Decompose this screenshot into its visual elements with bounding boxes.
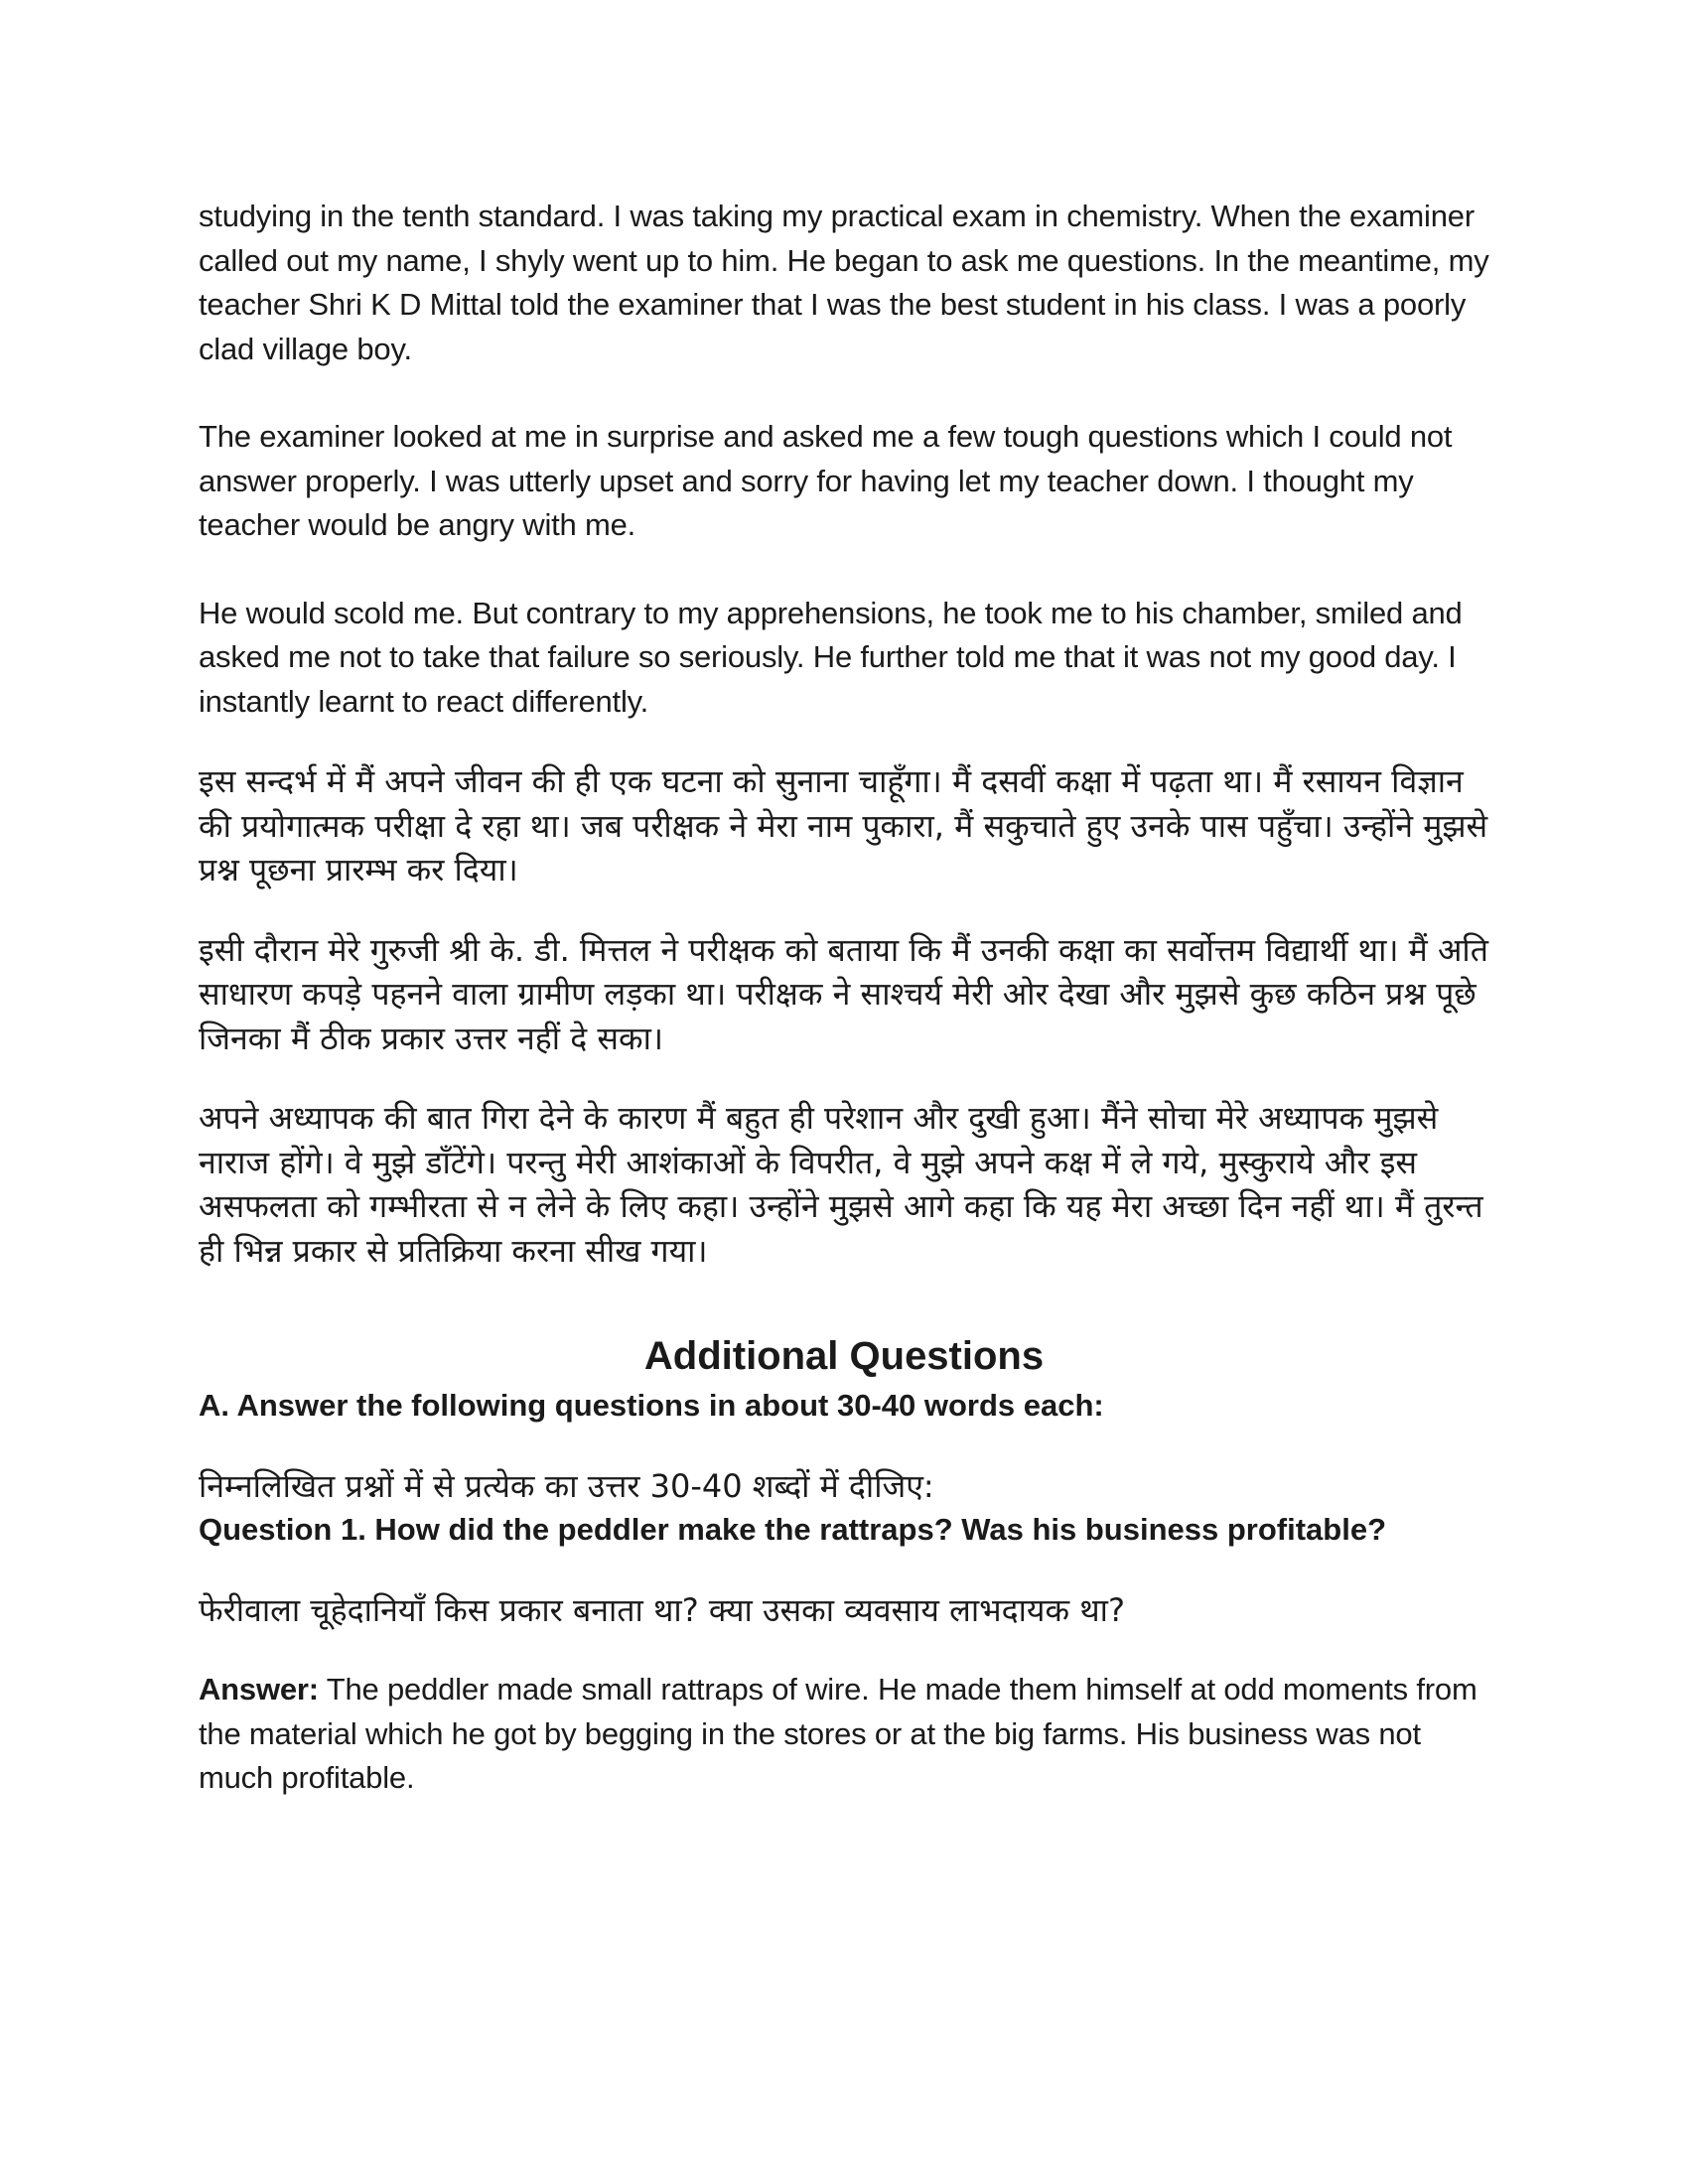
english-paragraph-2: The examiner looked at me in surprise and asked me a few tough questions which I could not answer properly. I was utterly upset and sorry for having let my teacher down. I thought my teacher would be angry with me. [199, 419, 1453, 542]
answer-label: Answer: [199, 1672, 319, 1706]
additional-questions-heading: Additional Questions [643, 1334, 1045, 1378]
hindi-paragraph-2: इसी दौरान मेरे गुरुजी श्री के. डी. मित्तल ने परीक्षक को बताया कि मैं उनकी कक्षा का सर्वोत्तम विद्यार्थी था। मैं अति साधारण कपड़े पहनने वाला ग्रामीण लड़का था। परीक्षक ने साश्चर्य मेरी ओर देखा और मुझसे कुछ कठिन प्रश्न पूछे जिनका मैं ठीक प्रकार उत्तर नहीं दे सका। [199, 930, 1488, 1057]
answer-1-text: The peddler made small rattraps of wire. He made them himself at odd moments from the material which he got by begging in the stores or at the big farms. His business was not much profitable. [199, 1672, 1477, 1795]
document-page [199, 195, 1489, 1801]
question-1: Question 1. How did the peddler make the rattraps? Was his business profitable? [199, 1512, 1387, 1547]
english-paragraph-3: He would scold me. But contrary to my apprehensions, he took me to his chamber, smiled and asked me not to take that failure so seriously. He further told me that it was not my good day. I instantly learnt to react differently. [199, 595, 1463, 719]
hindi-paragraph-1: इस सन्दर्भ में मैं अपने जीवन की ही एक घटना को सुनाना चाहूँगा। मैं दसवीं कक्षा में पढ़ता था। मैं रसायन विज्ञान की प्रयोगात्मक परीक्षा दे रहा था। जब परीक्षक ने मेरा नाम पुकारा, मैं सकुचाते हुए उनके पास पहुँचा। उन्होंने मुझसे प्रश्न पूछना प्रारम्भ कर दिया। [199, 762, 1488, 888]
hindi-paragraph-3: अपने अध्यापक की बात गिरा देने के कारण मैं बहुत ही परेशान और दुखी हुआ। मैंने सोचा मेरे अध्यापक मुझसे नाराज होंगे। वे मुझे डाँटेंगे। परन्तु मेरी आशंकाओं के विपरीत, वे मुझे अपने कक्ष में ले गये, मुस्कुराये और इस असफलता को गम्भीरता से न लेने के लिए कहा। उन्होंने मुझसे आगे कहा कि यह मेरा अच्छा दिन नहीं था। मैं तुरन्त ही भिन्न प्रकार से प्रतिक्रिया करना सीख गया। [199, 1099, 1483, 1270]
question-1-hindi: फेरीवाला चूहेदानियाँ किस प्रकार बनाता था? क्या उसका व्यवसाय लाभदायक था? [199, 1590, 1125, 1629]
section-a-title-hindi: निम्नलिखित प्रश्नों में से प्रत्येक का उत्तर 30-40 शब्दों में दीजिए: [199, 1466, 934, 1505]
section-a-title: A. Answer the following questions in about 30-40 words each: [199, 1388, 1104, 1423]
answer-1 [199, 1668, 1489, 1801]
english-paragraph-1: studying in the tenth standard. I was taking my practical exam in chemistry. When the examiner called out my name, I shyly went up to him. He began to ask me questions. In the meantime, my teacher Shri K D Mittal told the examiner that I was the best student in his class. I was a poorly clad village boy. [199, 199, 1489, 366]
